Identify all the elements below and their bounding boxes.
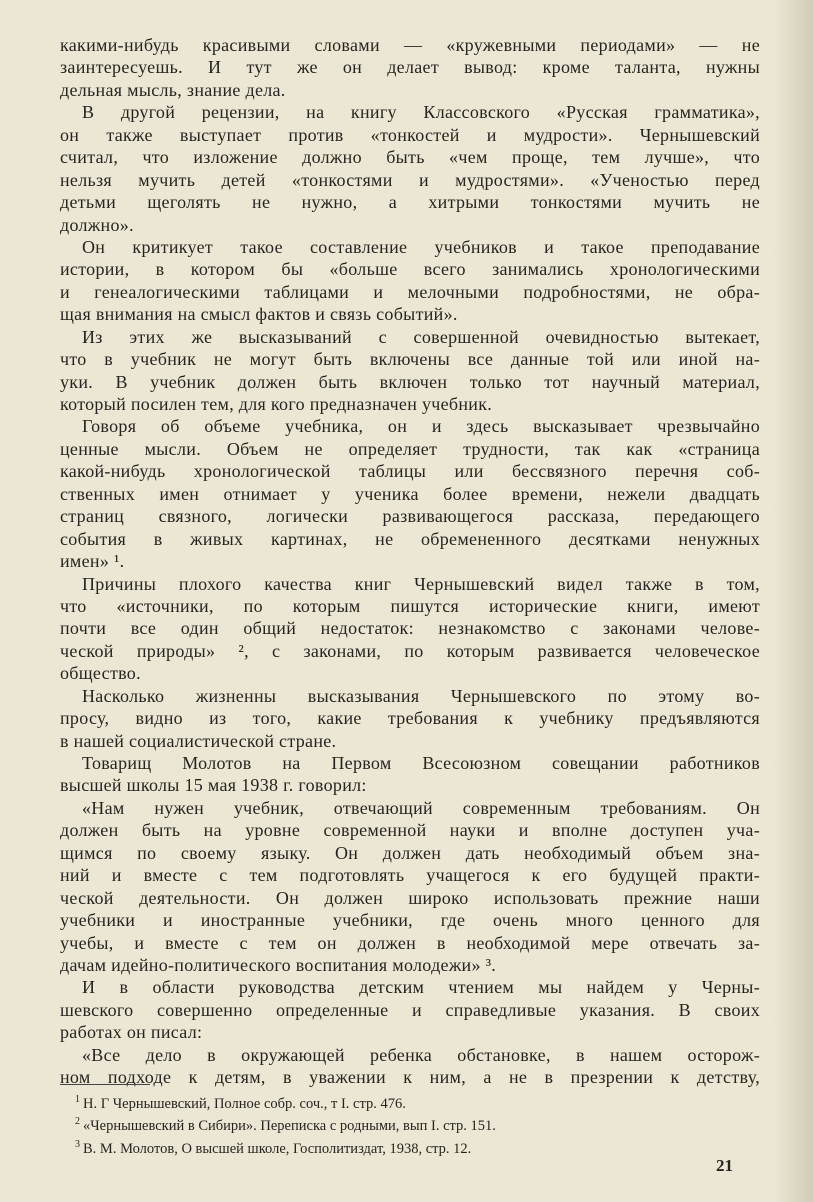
text-line: какой-нибудь хронологической таблицы или бессвязного перечня соб- xyxy=(60,461,760,482)
text-line: должно». xyxy=(60,214,134,235)
text-line: детьми щеголять не нужно, а хитрыми тонкостями мучить не xyxy=(60,192,760,213)
text-line: общество. xyxy=(60,663,141,684)
text-line: ний и вместе с тем подготовлять учащегося к его будущей практи- xyxy=(60,865,760,886)
footnote-number: 1 xyxy=(75,1094,80,1105)
text-line: какими-нибудь красивыми словами — «кружевными периодами» — не xyxy=(60,35,760,55)
text-line: Он критикует такое составление учебников и такое преподавание xyxy=(82,236,760,257)
text-line: и генеалогическими таблицами и мелочными подробностями, не обра- xyxy=(60,281,760,302)
text-line: дачам идейно-политического воспитания молодежи» ³. xyxy=(60,954,497,975)
text-line: ственных имен отнимает у ученика более времени, нежели двадцать xyxy=(60,483,760,504)
text-line: «Нам нужен учебник, отвечающий современным требованиям. Он xyxy=(82,797,760,818)
text-line: ном подходе к детям, в уважении к ним, а не в презрении к детству, xyxy=(60,1067,760,1088)
text-line: в нашей социалистической стране. xyxy=(60,730,337,751)
text-line: заинтересуешь. И тут же он делает вывод: кроме таланта, нужны xyxy=(60,57,760,78)
footnote xyxy=(75,1136,715,1158)
text-line: работах он писал: xyxy=(60,1022,203,1043)
footnote-separator xyxy=(60,1084,150,1085)
text-line: щая внимания на смысл фактов и связь событий». xyxy=(60,304,458,325)
text-line: В другой рецензии, на книгу Классовского «Русская грамматика», xyxy=(82,102,760,123)
text-line: Товарищ Молотов на Первом Всесоюзном совещании работников xyxy=(82,753,760,773)
text-line: просу, видно из того, какие требования к учебнику предъявляются xyxy=(60,708,760,729)
text-line: события в живых картинах, не обремененного десятками ненужных xyxy=(60,528,760,549)
text-line: что в учебник не могут быть включены все данные той или иной на- xyxy=(60,349,760,370)
text-line: почти все один общий недостаток: незнакомство с законами челове- xyxy=(60,618,760,639)
text-line: высшей школы 15 мая 1938 г. говорил: xyxy=(60,775,367,796)
footnote-text: В. М. Молотов, О высшей школе, Госполитиздат, 1938, стр. 12. xyxy=(83,1140,472,1157)
footnotes xyxy=(75,1091,715,1158)
text-line: ческой природы» ², с законами, по которым развивается человеческое xyxy=(60,640,760,661)
footnote-text: Н. Г Чернышевский, Полное собр. соч., т I. стр. 476. xyxy=(83,1095,406,1112)
text-line: «Все дело в окружающей ребенка обстановке, в нашем осторож- xyxy=(82,1044,760,1065)
footnote xyxy=(75,1091,715,1113)
text-line: Говоря об объеме учебника, он и здесь высказывает чрезвычайно xyxy=(82,416,760,437)
text-line: И в области руководства детским чтением мы найдем у Черны- xyxy=(82,977,760,998)
text-line: страниц связного, логически развивающегося рассказа, передающего xyxy=(60,506,760,527)
text-line: ценные мысли. Объем не определяет трудности, так как «страница xyxy=(60,438,760,459)
text-line: учебники и иностранные учебники, где очень много ценного для xyxy=(60,910,760,931)
text-line: считал, что изложение должно быть «чем проще, тем лучше», что xyxy=(60,147,760,168)
text-line: что «источники, по которым пишутся исторические книги, имеют xyxy=(60,595,760,616)
footnote-number: 2 xyxy=(75,1116,80,1128)
footnote-text: «Чернышевский в Сибири». Переписка с родными, вып I. стр. 151. xyxy=(83,1118,496,1135)
text-line: дельная мысль, знание дела. xyxy=(60,79,286,100)
text-line: Насколько жизненны высказывания Чернышевского по этому во- xyxy=(82,685,760,706)
text-line: учебы, и вместе с тем он должен в необходимой мере отвечать за- xyxy=(60,932,760,953)
text-line: он также выступает против «тонкостей и мудрости». Чернышевский xyxy=(60,124,760,145)
text-line: Причины плохого качества книг Чернышевский видел также в том, xyxy=(82,573,760,594)
text-line: Из этих же высказываний с совершенной очевидностью вытекает, xyxy=(82,326,760,347)
text-line: шевского совершенно определенные и справедливые указания. В своих xyxy=(60,999,760,1020)
text-line: щимся по своему языку. Он должен дать необходимый объем зна- xyxy=(60,842,760,863)
text-line: истории, в котором бы «больше всего занимались хронологическими xyxy=(60,259,760,280)
text-line: имен» ¹. xyxy=(60,551,125,572)
body-text xyxy=(60,34,760,1089)
page-edge-shadow xyxy=(773,0,813,1202)
footnote xyxy=(75,1113,715,1135)
text-line: должен быть на уровне современной науки и вполне доступен уча- xyxy=(60,820,760,841)
page-number: 21 xyxy=(716,1156,733,1175)
footnote-number: 3 xyxy=(75,1138,80,1150)
text-line: нельзя мучить детей «тонкостями и мудростями». «Ученостью перед xyxy=(60,169,760,190)
text-line: который посилен тем, для кого предназначен учебник. xyxy=(60,394,493,414)
text-line: уки. В учебник должен быть включен только тот научный материал, xyxy=(60,371,760,392)
text-line: ческой деятельности. Он должен широко использовать прежние наши xyxy=(60,887,760,908)
